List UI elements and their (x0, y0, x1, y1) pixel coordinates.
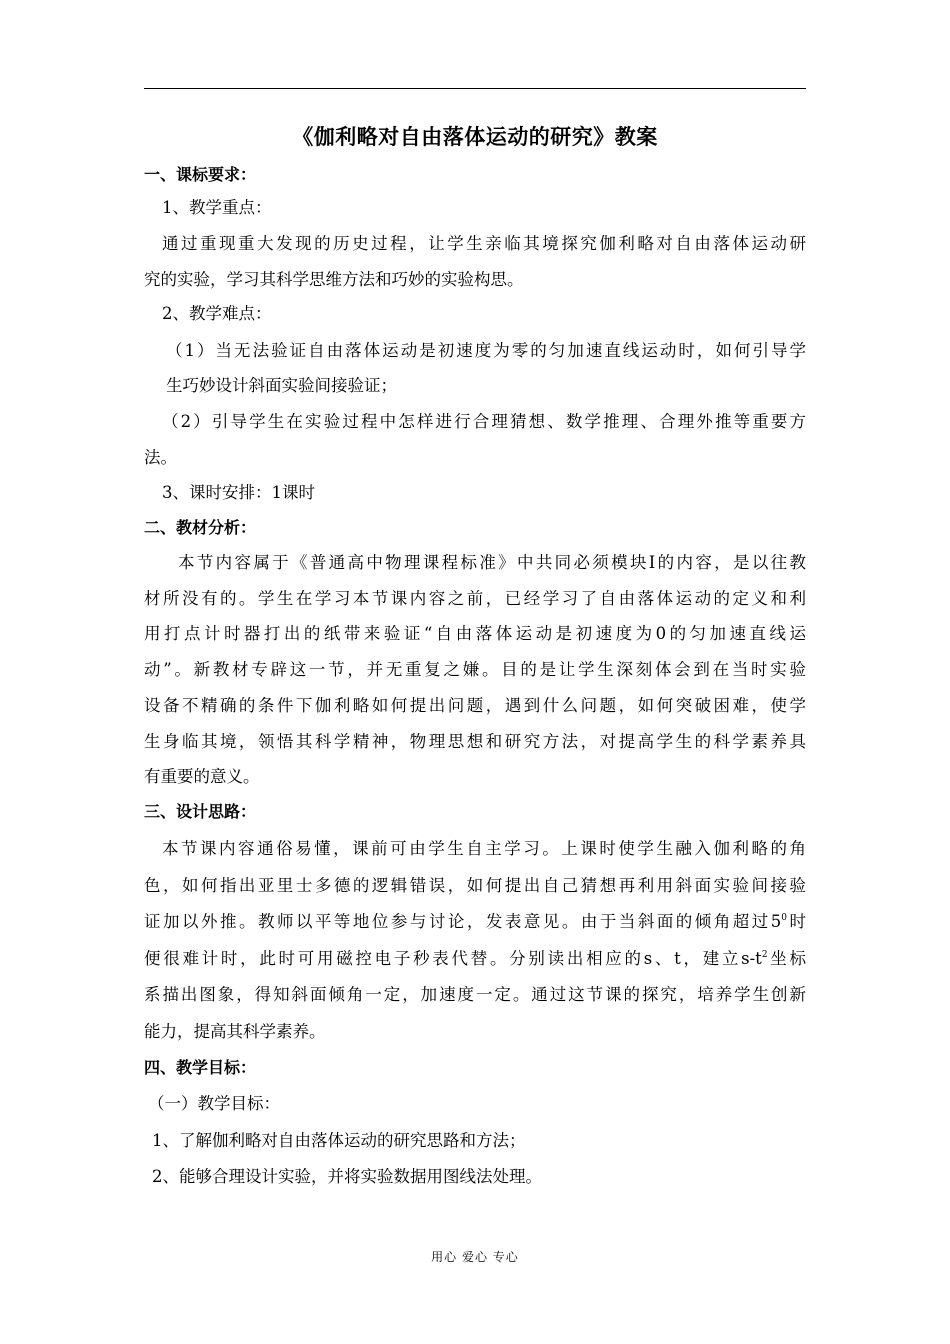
paragraph-line: 系描出图象，得知斜面倾角一定，加速度一定。通过这节课的探究，培养学生创新 (144, 985, 806, 1004)
section-heading: 四、教学目标： (144, 1058, 257, 1077)
paragraph-line: 能力，提高其科学素养。 (144, 1022, 326, 1041)
paragraph-line: 3、课时安排：1课时 (162, 483, 315, 502)
paragraph-line: 材所没有的。学生在学习本节课内容之前，已经学习了自由落体运动的定义和利 (144, 589, 806, 608)
paragraph-line: 本节内容属于《普通高中物理课程标准》中共同必须模块Ⅰ的内容，是以往教 (178, 553, 806, 572)
paragraph-line: 证加以外推。教师以平等地位参与讨论，发表意见。由于当斜面的倾角超过$5^0$时 (144, 912, 807, 931)
paragraph-line: 用打点计时器打出的纸带来验证“自由落体运动是初速度为0的匀加速直线运 (144, 624, 806, 643)
paragraph-line: 动”。新教材专辟这一节，并无重复之嫌。目的是让学生深刻体会到在当时实验 (144, 660, 806, 679)
list-item: 2、能够合理设计实验，并将实验数据用图线法处理。 (152, 1167, 542, 1186)
paragraph-line: （1）当无法验证自由落体运动是初速度为零的匀加速直线运动时，如何引导学 (166, 341, 806, 360)
section-heading: 二、教材分析： (144, 518, 257, 537)
paragraph-line: 法。 (144, 448, 177, 467)
subsection-label: 1、教学重点： (162, 198, 272, 217)
paragraph-line: 生巧妙设计斜面实验间接验证； (166, 376, 397, 395)
paragraph-line: 设备不精确的条件下伽利略如何提出问题，遇到什么问题，如何突破困难，使学 (144, 696, 806, 715)
subsection-label: （一）教学目标： (148, 1094, 280, 1113)
paragraph-line: （2）引导学生在实验过程中怎样进行合理猜想、数学推理、合理外推等重要方 (162, 412, 806, 431)
paragraph-line: 本节课内容通俗易懂，课前可由学生自主学习。上课时使学生融入伽利略的角 (162, 839, 806, 858)
paragraph-line: 通过重现重大发现的历史过程，让学生亲临其境探究伽利略对自由落体运动研 (162, 234, 806, 253)
page-footer: 用心 爱心 专心 (431, 1250, 519, 1264)
subsection-label: 2、教学难点： (162, 304, 272, 323)
section-heading: 一、课标要求： (144, 165, 257, 184)
header-rule (144, 88, 806, 89)
section-heading: 三、设计思路： (144, 802, 257, 821)
list-item: 1、了解伽利略对自由落体运动的研究思路和方法； (152, 1131, 526, 1150)
paragraph-line: 便很难计时，此时可用磁控电子秒表代替。分别读出相应的s、t，建立$s-t^2$坐标 (144, 949, 807, 968)
paragraph-line: 色，如何指出亚里士多德的逻辑错误，如何提出自己猜想再利用斜面实验间接验 (144, 876, 806, 895)
paragraph-line: 有重要的意义。 (144, 767, 260, 786)
paragraph-line: 生身临其境，领悟其科学精神，物理思想和研究方法，对提高学生的科学素养具 (144, 732, 806, 751)
document-title: 《伽利略对自由落体运动的研究》教案 (292, 125, 658, 149)
paragraph-line: 究的实验，学习其科学思维方法和巧妙的实验构思。 (144, 270, 524, 289)
